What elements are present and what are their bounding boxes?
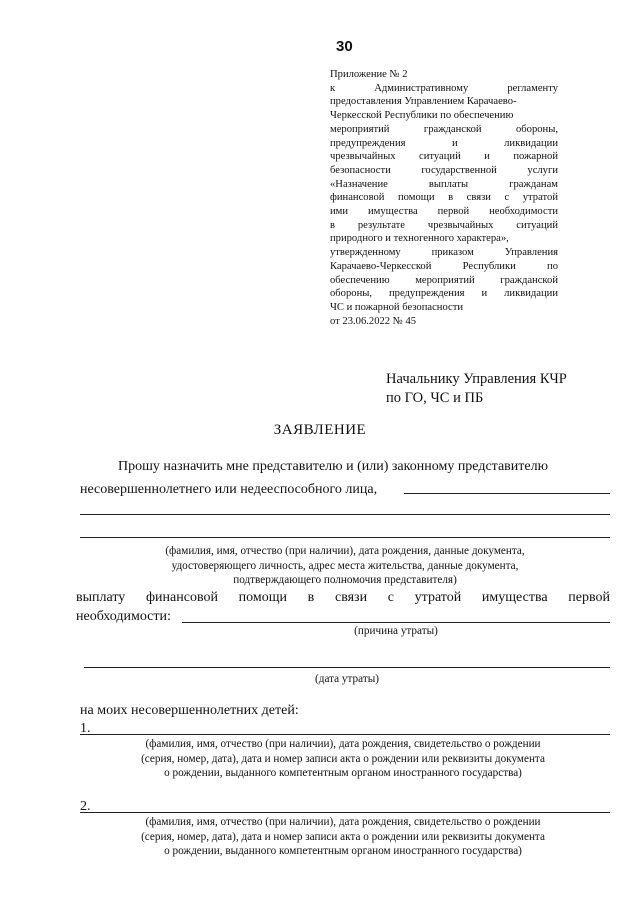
children-label: на моих несовершеннолетних детей:	[80, 703, 299, 718]
request-line: Прошу назначить мне представителю и (или) законному представителю	[118, 459, 549, 474]
caption-line: (фамилия, имя, отчество (при наличии), дата рождения, свидетельство о рождении	[145, 738, 541, 750]
annex-line: «Назначение выплаты гражданам	[330, 178, 558, 190]
page-number: 30	[336, 38, 353, 55]
loss-date-field[interactable]	[84, 667, 610, 668]
annex-line: Карачаево-Черкесской Республики по	[330, 260, 558, 272]
annex-line: Приложение № 2	[330, 69, 408, 80]
annex-line: предупреждения и ликвидации	[330, 137, 558, 149]
representative-details-field[interactable]	[80, 514, 610, 515]
annex-line: мероприятий гражданской обороны,	[330, 123, 558, 135]
annex-line: ими имущества первой необходимости	[330, 206, 558, 218]
caption-line: о рождении, выданного компетентным органом иностранного государства)	[164, 845, 522, 857]
loss-reason-caption: (причина утраты)	[354, 625, 438, 637]
addressee-block	[386, 370, 567, 408]
addressee-line: по ГО, ЧС и ПБ	[386, 390, 484, 406]
request-line: несовершеннолетнего или недееспособного лица,	[80, 482, 378, 497]
caption-line: (серия, номер, дата), дата и номер записи акта о рождении или реквизиты документа	[141, 752, 545, 765]
payment-line: выплату финансовой помощи в связи с утратой имущества первой	[76, 590, 610, 605]
annex-line: предоставления Управлением Карачаево-	[330, 96, 517, 108]
annex-line: безопасности государственной услуги	[330, 164, 558, 176]
annex-line: природного и техногенного характера»,	[330, 233, 509, 245]
person-caption	[80, 544, 610, 588]
loss-reason-field[interactable]	[182, 622, 610, 623]
caption-line: удостоверяющего личность, адрес места жительства, данные документа,	[171, 559, 519, 572]
annex-line: утвержденному приказом Управления	[330, 247, 558, 259]
child-2-field[interactable]	[80, 812, 610, 813]
necessity-label: необходимости:	[76, 609, 171, 624]
annex-line: обеспечению мероприятий гражданской	[330, 274, 558, 286]
annex-line: к Административному регламенту	[330, 82, 558, 94]
annex-block	[330, 68, 558, 328]
annex-line: Черкесской Республики по обеспечению	[330, 110, 514, 122]
addressee-line: Начальнику Управления КЧР	[386, 371, 567, 387]
child-1-number: 1.	[80, 721, 91, 736]
document-title: ЗАЯВЛЕНИЕ	[273, 422, 367, 438]
annex-line: в результате чрезвычайных ситуаций	[330, 219, 558, 231]
representative-name-field[interactable]	[404, 493, 610, 494]
annex-line: чрезвычайных ситуаций и пожарной	[330, 151, 558, 163]
annex-line: от 23.06.2022 № 45	[330, 315, 417, 327]
annex-line: ЧС и пожарной безопасности	[330, 301, 464, 313]
annex-line: финансовой помощи в связи с утратой	[330, 192, 558, 204]
caption-line: подтверждающего полномочия представителя)	[233, 574, 457, 586]
child-1-caption	[66, 737, 620, 781]
caption-line: (фамилия, имя, отчество (при наличии), дата рождения, данные документа,	[165, 545, 525, 557]
caption-line: (серия, номер, дата), дата и номер записи акта о рождении или реквизиты документа	[141, 830, 545, 843]
caption-line: (фамилия, имя, отчество (при наличии), дата рождения, свидетельство о рождении	[145, 816, 541, 828]
caption-line: о рождении, выданного компетентным органом иностранного государства)	[164, 767, 522, 779]
representative-details-field[interactable]	[80, 537, 610, 538]
child-1-field[interactable]	[80, 734, 610, 735]
annex-line: обороны, предупреждения и ликвидации	[330, 288, 558, 300]
child-2-number: 2.	[80, 799, 91, 814]
loss-date-caption: (дата утраты)	[315, 673, 379, 685]
child-2-caption	[66, 815, 620, 859]
